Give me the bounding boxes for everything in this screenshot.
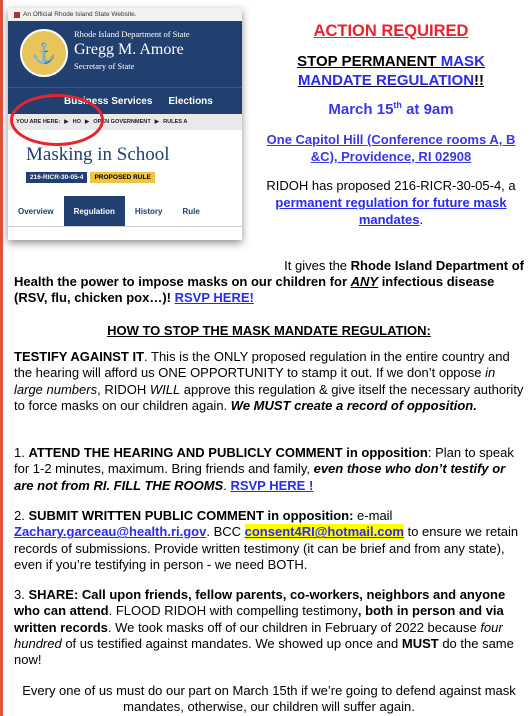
chevron-right-icon: ▶ [84, 119, 90, 125]
official-site-bar [8, 8, 242, 21]
testify-text-1: . This is the ONLY proposed regulation in the entire country and the hearing will afford us ONE OPPORTUNITY to stamp it out. If we don’t oppose [14, 349, 510, 381]
step-3-text-3: of us testified against mandates. We showed up once and [61, 635, 402, 651]
step-1-end: ! [305, 477, 314, 493]
step-3-bold-2: , both in person and via written records [14, 603, 504, 635]
stop-mandate: MANDATE REGULATION [297, 72, 475, 89]
tab-rule[interactable]: Rule [182, 206, 200, 216]
step-1-text-2: . [223, 477, 231, 493]
testify-italic-1: in large numbers [14, 365, 496, 397]
stop-mask: MASK [440, 53, 485, 70]
intro-line-1 [14, 258, 524, 274]
rule-code-badge: 216-RICR-30-05-4 [26, 172, 87, 183]
testify-bold-italic: We MUST create a record of opposition. [230, 397, 477, 413]
step-1-text: : Plan to speak for 1-2 minutes, maximum. Bring friends and family, [14, 445, 514, 477]
stop-prefix: STOP PERMANENT [297, 53, 441, 70]
date-sup: th [393, 100, 402, 110]
official-site-text: An Official Rhode Island State Website. [23, 11, 137, 18]
intro-bold: Rhode Island Department of [350, 258, 524, 273]
tab-overview[interactable]: Overview [18, 206, 54, 216]
step-1-paragraph [14, 445, 524, 494]
intro-text-b: infectious disease (RSV, flu, chicken pox…)! [14, 274, 495, 306]
rsvp-link-step1[interactable]: RSVP HERE [230, 477, 306, 493]
testify-text-2: , RIDOH [97, 381, 150, 397]
intro-line-2 [14, 274, 524, 307]
testify-paragraph [14, 349, 524, 414]
nav-elections[interactable]: Elections [168, 95, 213, 107]
step-2-paragraph [14, 508, 524, 573]
site-header [8, 21, 242, 87]
ridoh-end: . [419, 212, 424, 227]
step-1-bold-italic: even those who don’t testify or are not from RI. FILL THE ROOMS [14, 461, 506, 493]
tab-regulation[interactable]: Regulation [64, 196, 125, 226]
hearing-date [255, 100, 527, 118]
breadcrumb-rules[interactable]: RULES A [163, 119, 188, 125]
nav-business-services[interactable]: Business Services [64, 95, 153, 107]
stop-suffix: !! [474, 72, 485, 89]
chevron-right-icon: ▶ [64, 119, 69, 125]
step-3-number: 3. [14, 587, 29, 602]
rsvp-link-top[interactable]: RSVP HERE! [174, 290, 254, 306]
tab-history[interactable]: History [134, 206, 163, 216]
rule-page-title: Masking in School [26, 144, 170, 165]
breadcrumb-home[interactable]: HO [72, 119, 81, 125]
regulation-link[interactable]: permanent regulation for future mask mandates [275, 195, 507, 227]
testify-italic-2: WILL [149, 381, 181, 397]
closing-paragraph: Every one of us must do our part on March 15th if we’re going to defend against mask mandates, otherwise, our children will suffer again. [22, 683, 516, 714]
breadcrumb-open-government[interactable]: OPEN GOVERNMENT [93, 119, 151, 125]
step-3-bold-3: MUST [401, 635, 439, 651]
action-required-heading: ACTION REQUIRED [313, 22, 469, 40]
ridoh-text: RIDOH has proposed 216-RICR-30-05-4, a [266, 178, 516, 193]
step-2-text: e-mail [353, 508, 393, 523]
step-1-number: 1. [14, 445, 29, 460]
step-2-bold: SUBMIT WRITTEN PUBLIC COMMENT in opposition: [28, 508, 354, 523]
chevron-right-icon: ▶ [154, 119, 160, 125]
date-main: March 15 [328, 101, 394, 118]
hearing-location-link[interactable]: One Capitol Hill (Conference rooms A, B &C), Providence, RI 02908 [266, 132, 516, 164]
rule-status-badge: PROPOSED RULE [90, 172, 154, 183]
step-3-bold: SHARE: Call upon friends, fellow parents, co-workers, neighbors and anyone who can attend [14, 587, 506, 619]
step-3-paragraph [14, 587, 524, 668]
stop-heading [255, 52, 527, 90]
step-3-italic: four hundred [14, 619, 503, 651]
step-1-bold: ATTEND THE HEARING AND PUBLICLY COMMENT in opposition [28, 445, 428, 460]
testify-bold: TESTIFY AGAINST IT [14, 349, 145, 364]
website-screenshot [8, 8, 242, 240]
howto-heading: HOW TO STOP THE MASK MANDATE REGULATION: [107, 323, 431, 338]
intro-plain: It gives the [284, 258, 351, 273]
step-2-bcc: . BCC [206, 524, 245, 540]
step-3-text: . FLOOD RIDOH with compelling testimony [108, 603, 358, 619]
state-seal-icon: ⚓ [20, 29, 68, 77]
secretary-title: Secretary of State [74, 61, 135, 71]
date-time: at 9am [401, 101, 454, 118]
testify-text-3: approve this regulation & give itself the necessary authority to force masks on our children again. [14, 381, 524, 413]
left-margin-line [0, 0, 3, 716]
flag-icon [14, 12, 20, 18]
step-3-text-4: do the same now! [14, 635, 514, 668]
step-2-number: 2. [14, 508, 29, 523]
step-2-text-2: to ensure we retain records of submissions. Provide written testimony (it can be brief and from any state), even if you’re testifying in person - we need BOTH. [14, 524, 519, 572]
step-3-text-2: . We took masks off of our children in February of 2022 because [107, 619, 481, 635]
rule-tabs [8, 196, 242, 227]
bcc-email-link[interactable]: consent4RI@hotmail.com [244, 524, 404, 540]
rule-badges [26, 172, 155, 183]
department-name: Rhode Island Department of State [74, 29, 190, 39]
ridoh-proposal [255, 177, 527, 228]
red-circle-highlight [10, 94, 104, 146]
intro-text-a: Health the power to impose masks on our children for [14, 274, 351, 289]
intro-any: ANY [350, 274, 379, 289]
secretary-name: Gregg M. Amore [74, 41, 184, 58]
breadcrumb-label: YOU ARE HERE: [16, 119, 61, 125]
email-link[interactable]: Zachary.garceau@health.ri.gov [14, 524, 207, 540]
